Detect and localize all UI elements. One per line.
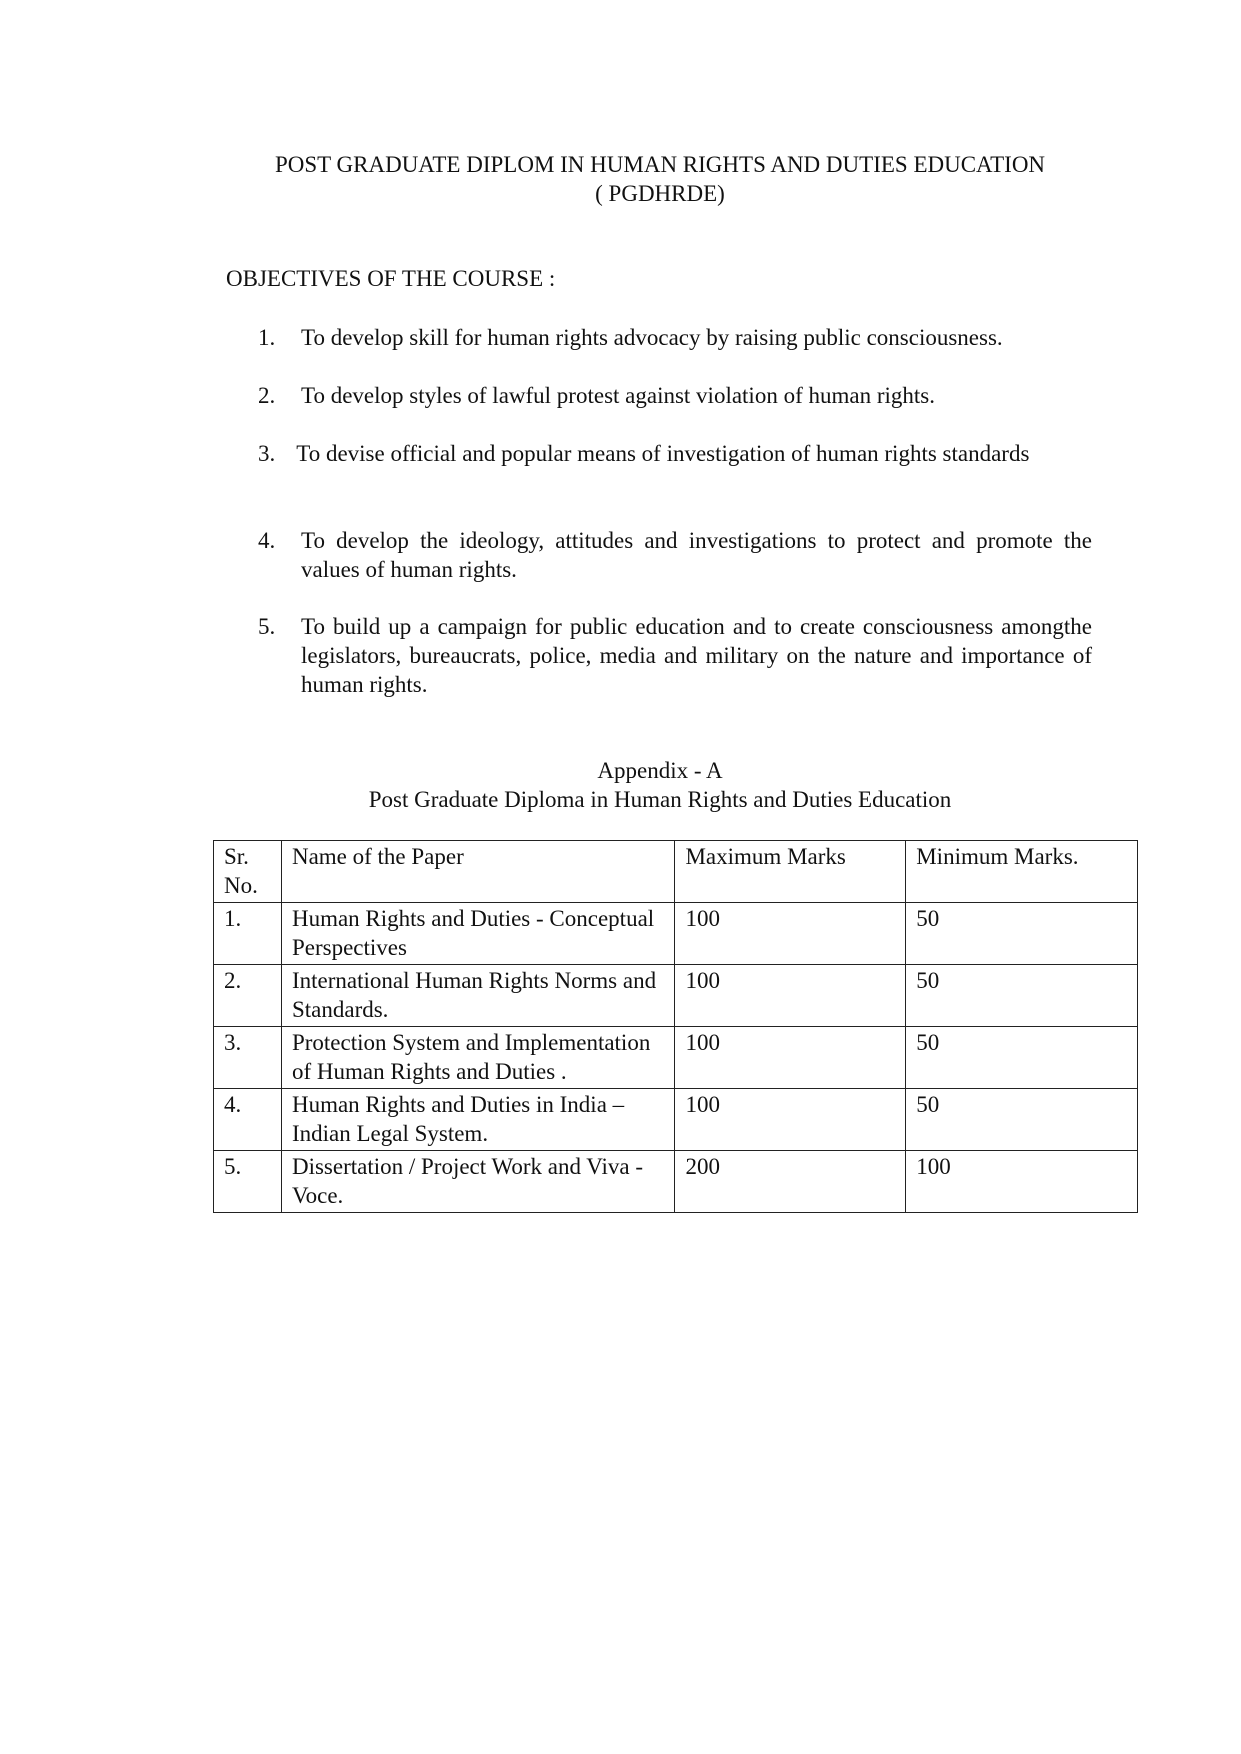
objective-number: 4.	[258, 528, 276, 553]
objective-text: To develop the ideology, attitudes and investigations to protect and promote the values of human rights.	[301, 528, 1092, 582]
table-header-row	[214, 841, 1138, 903]
cell-maximum-marks: 100	[675, 1089, 906, 1151]
column-header-sr-no: Sr. No.	[214, 841, 282, 903]
cell-maximum-marks: 100	[675, 903, 906, 965]
document-title-abbreviation: ( PGDHRDE)	[595, 181, 725, 206]
cell-sr-no: 2.	[214, 965, 282, 1027]
column-header-maximum-marks: Maximum Marks	[675, 841, 906, 903]
cell-sr-no: 4.	[214, 1089, 282, 1151]
objective-number: 1.	[258, 325, 276, 350]
cell-minimum-marks: 100	[906, 1151, 1138, 1213]
appendix-heading: Appendix - A	[597, 758, 723, 783]
objective-number: 2.	[258, 383, 276, 408]
table-row	[214, 1151, 1138, 1213]
cell-minimum-marks: 50	[906, 1027, 1138, 1089]
objective-text: To devise official and popular means of investigation of human rights standards	[296, 441, 1030, 466]
objective-text: To develop styles of lawful protest against violation of human rights.	[301, 383, 935, 408]
cell-minimum-marks: 50	[906, 965, 1138, 1027]
cell-paper-name: Protection System and Implementation of Human Rights and Duties .	[281, 1027, 675, 1089]
objective-text: To build up a campaign for public education and to create consciousness amongthe legislators, bureaucrats, police, media and military on the nature and importance of human rights.	[301, 614, 1092, 697]
cell-paper-name: Dissertation / Project Work and Viva -Voce.	[281, 1151, 675, 1213]
objective-number: 5.	[258, 614, 276, 639]
table-row	[214, 903, 1138, 965]
objective-number: 3.	[258, 441, 276, 466]
objectives-heading: OBJECTIVES OF THE COURSE :	[226, 266, 556, 291]
cell-sr-no: 3.	[214, 1027, 282, 1089]
objective-item	[226, 381, 1092, 410]
cell-maximum-marks: 100	[675, 965, 906, 1027]
cell-maximum-marks: 100	[675, 1027, 906, 1089]
cell-sr-no: 1.	[214, 903, 282, 965]
table-row	[214, 965, 1138, 1027]
table-row	[214, 1089, 1138, 1151]
objective-item	[226, 439, 1092, 468]
objective-item	[226, 612, 1092, 699]
cell-maximum-marks: 200	[675, 1151, 906, 1213]
objective-text: To develop skill for human rights advocacy by raising public consciousness.	[301, 325, 1003, 350]
document-title: POST GRADUATE DIPLOM IN HUMAN RIGHTS AND DUTIES EDUCATION	[274, 152, 1046, 177]
cell-paper-name: Human Rights and Duties - Conceptual Perspectives	[281, 903, 675, 965]
cell-sr-no: 5.	[214, 1151, 282, 1213]
cell-paper-name: International Human Rights Norms and Standards.	[281, 965, 675, 1027]
objective-item	[226, 526, 1092, 584]
column-header-paper-name: Name of the Paper	[281, 841, 675, 903]
cell-minimum-marks: 50	[906, 903, 1138, 965]
marks-table	[213, 840, 1138, 1213]
cell-paper-name: Human Rights and Duties in India – Indian Legal System.	[281, 1089, 675, 1151]
column-header-minimum-marks: Minimum Marks.	[906, 841, 1138, 903]
appendix-subheading: Post Graduate Diploma in Human Rights and Duties Education	[368, 787, 952, 812]
table-row	[214, 1027, 1138, 1089]
objective-item	[226, 323, 1092, 352]
cell-minimum-marks: 50	[906, 1089, 1138, 1151]
